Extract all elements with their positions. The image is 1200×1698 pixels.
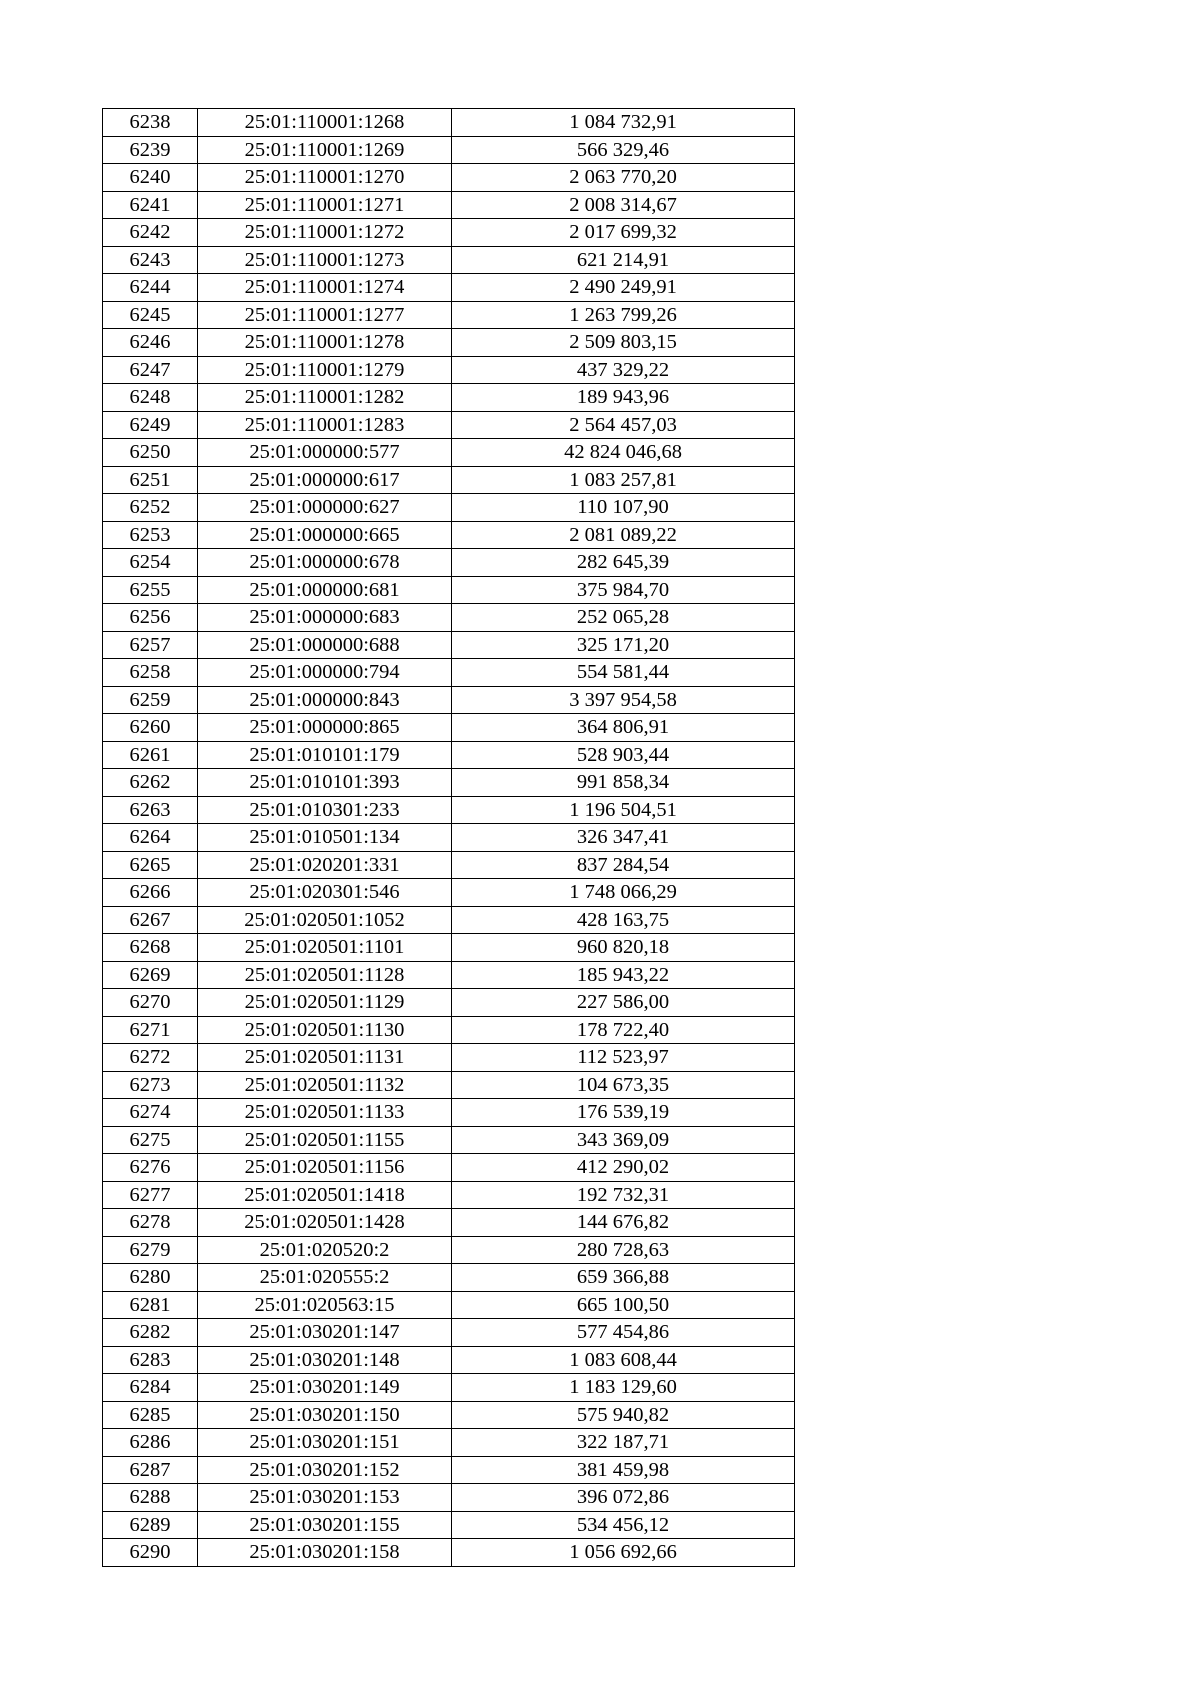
cadastral-number-cell: 25:01:000000:665 <box>198 521 452 549</box>
table-row <box>103 686 795 714</box>
cadastral-number-cell: 25:01:030201:147 <box>198 1319 452 1347</box>
row-number-cell: 6257 <box>103 631 198 659</box>
table-row <box>103 521 795 549</box>
row-number-cell: 6255 <box>103 576 198 604</box>
cadastral-value-cell: 192 732,31 <box>452 1181 795 1209</box>
cadastral-value-cell: 1 083 257,81 <box>452 466 795 494</box>
row-number-cell: 6253 <box>103 521 198 549</box>
cadastral-number-cell: 25:01:030201:153 <box>198 1484 452 1512</box>
row-number-cell: 6276 <box>103 1154 198 1182</box>
table-row <box>103 384 795 412</box>
cadastral-value-cell: 396 072,86 <box>452 1484 795 1512</box>
cadastral-number-cell: 25:01:110001:1274 <box>198 274 452 302</box>
cadastral-value-cell: 2 008 314,67 <box>452 191 795 219</box>
cadastral-number-cell: 25:01:030201:152 <box>198 1456 452 1484</box>
cadastral-number-cell: 25:01:020520:2 <box>198 1236 452 1264</box>
table-row <box>103 494 795 522</box>
table-row <box>103 411 795 439</box>
cadastral-number-cell: 25:01:110001:1278 <box>198 329 452 357</box>
cadastral-value-cell: 1 263 799,26 <box>452 301 795 329</box>
cadastral-value-cell: 575 940,82 <box>452 1401 795 1429</box>
table-row <box>103 1099 795 1127</box>
cadastral-number-cell: 25:01:020501:1156 <box>198 1154 452 1182</box>
row-number-cell: 6265 <box>103 851 198 879</box>
table-row <box>103 1209 795 1237</box>
cadastral-number-cell: 25:01:020501:1130 <box>198 1016 452 1044</box>
cadastral-value-cell: 2 509 803,15 <box>452 329 795 357</box>
row-number-cell: 6240 <box>103 164 198 192</box>
cadastral-number-cell: 25:01:110001:1271 <box>198 191 452 219</box>
row-number-cell: 6281 <box>103 1291 198 1319</box>
table-row <box>103 934 795 962</box>
row-number-cell: 6270 <box>103 989 198 1017</box>
table-row <box>103 164 795 192</box>
row-number-cell: 6289 <box>103 1511 198 1539</box>
cadastral-value-cell: 2 081 089,22 <box>452 521 795 549</box>
cadastral-value-cell: 1 084 732,91 <box>452 109 795 137</box>
row-number-cell: 6256 <box>103 604 198 632</box>
row-number-cell: 6264 <box>103 824 198 852</box>
cadastral-number-cell: 25:01:020201:331 <box>198 851 452 879</box>
row-number-cell: 6280 <box>103 1264 198 1292</box>
cadastral-value-cell: 566 329,46 <box>452 136 795 164</box>
cadastral-value-cell: 185 943,22 <box>452 961 795 989</box>
cadastral-number-cell: 25:01:110001:1279 <box>198 356 452 384</box>
cadastral-number-cell: 25:01:000000:627 <box>198 494 452 522</box>
cadastral-number-cell: 25:01:020501:1128 <box>198 961 452 989</box>
cadastral-number-cell: 25:01:000000:683 <box>198 604 452 632</box>
cadastral-value-cell: 381 459,98 <box>452 1456 795 1484</box>
cadastral-number-cell: 25:01:030201:158 <box>198 1539 452 1567</box>
cadastral-value-cell: 322 187,71 <box>452 1429 795 1457</box>
cadastral-number-cell: 25:01:020501:1052 <box>198 906 452 934</box>
cadastral-number-cell: 25:01:010301:233 <box>198 796 452 824</box>
cadastral-value-cell: 280 728,63 <box>452 1236 795 1264</box>
cadastral-number-cell: 25:01:000000:678 <box>198 549 452 577</box>
row-number-cell: 6288 <box>103 1484 198 1512</box>
cadastral-number-cell: 25:01:110001:1282 <box>198 384 452 412</box>
table-body <box>103 109 795 1567</box>
row-number-cell: 6275 <box>103 1126 198 1154</box>
cadastral-value-cell: 282 645,39 <box>452 549 795 577</box>
table-row <box>103 1319 795 1347</box>
cadastral-number-cell: 25:01:110001:1277 <box>198 301 452 329</box>
table-row <box>103 1016 795 1044</box>
cadastral-number-cell: 25:01:000000:577 <box>198 439 452 467</box>
cadastral-value-table <box>102 108 795 1567</box>
table-row <box>103 1071 795 1099</box>
row-number-cell: 6269 <box>103 961 198 989</box>
cadastral-value-cell: 104 673,35 <box>452 1071 795 1099</box>
cadastral-number-cell: 25:01:020301:546 <box>198 879 452 907</box>
row-number-cell: 6282 <box>103 1319 198 1347</box>
table-row <box>103 1401 795 1429</box>
table-row <box>103 604 795 632</box>
row-number-cell: 6283 <box>103 1346 198 1374</box>
row-number-cell: 6248 <box>103 384 198 412</box>
cadastral-number-cell: 25:01:110001:1272 <box>198 219 452 247</box>
cadastral-value-cell: 621 214,91 <box>452 246 795 274</box>
table-row <box>103 796 795 824</box>
cadastral-number-cell: 25:01:000000:794 <box>198 659 452 687</box>
cadastral-number-cell: 25:01:020563:15 <box>198 1291 452 1319</box>
cadastral-value-cell: 1 056 692,66 <box>452 1539 795 1567</box>
row-number-cell: 6277 <box>103 1181 198 1209</box>
cadastral-value-cell: 326 347,41 <box>452 824 795 852</box>
cadastral-value-cell: 1 183 129,60 <box>452 1374 795 1402</box>
cadastral-value-cell: 112 523,97 <box>452 1044 795 1072</box>
row-number-cell: 6290 <box>103 1539 198 1567</box>
table-row <box>103 1044 795 1072</box>
cadastral-value-cell: 178 722,40 <box>452 1016 795 1044</box>
table-row <box>103 659 795 687</box>
row-number-cell: 6245 <box>103 301 198 329</box>
cadastral-value-cell: 437 329,22 <box>452 356 795 384</box>
cadastral-number-cell: 25:01:000000:617 <box>198 466 452 494</box>
cadastral-number-cell: 25:01:020501:1133 <box>198 1099 452 1127</box>
cadastral-number-cell: 25:01:020501:1132 <box>198 1071 452 1099</box>
table-row <box>103 879 795 907</box>
cadastral-number-cell: 25:01:000000:843 <box>198 686 452 714</box>
table-row <box>103 1126 795 1154</box>
table-row <box>103 1539 795 1567</box>
cadastral-number-cell: 25:01:110001:1273 <box>198 246 452 274</box>
cadastral-value-cell: 3 397 954,58 <box>452 686 795 714</box>
table-row <box>103 466 795 494</box>
row-number-cell: 6268 <box>103 934 198 962</box>
cadastral-value-cell: 428 163,75 <box>452 906 795 934</box>
row-number-cell: 6287 <box>103 1456 198 1484</box>
table-row <box>103 576 795 604</box>
table-row <box>103 191 795 219</box>
row-number-cell: 6254 <box>103 549 198 577</box>
row-number-cell: 6263 <box>103 796 198 824</box>
cadastral-number-cell: 25:01:030201:148 <box>198 1346 452 1374</box>
cadastral-value-cell: 343 369,09 <box>452 1126 795 1154</box>
cadastral-number-cell: 25:01:020501:1131 <box>198 1044 452 1072</box>
row-number-cell: 6274 <box>103 1099 198 1127</box>
cadastral-value-cell: 665 100,50 <box>452 1291 795 1319</box>
row-number-cell: 6241 <box>103 191 198 219</box>
row-number-cell: 6251 <box>103 466 198 494</box>
cadastral-number-cell: 25:01:010501:134 <box>198 824 452 852</box>
cadastral-number-cell: 25:01:020501:1155 <box>198 1126 452 1154</box>
table-row <box>103 1374 795 1402</box>
cadastral-value-cell: 110 107,90 <box>452 494 795 522</box>
row-number-cell: 6247 <box>103 356 198 384</box>
row-number-cell: 6259 <box>103 686 198 714</box>
cadastral-value-cell: 375 984,70 <box>452 576 795 604</box>
table-row <box>103 439 795 467</box>
row-number-cell: 6273 <box>103 1071 198 1099</box>
cadastral-number-cell: 25:01:010101:393 <box>198 769 452 797</box>
cadastral-number-cell: 25:01:030201:149 <box>198 1374 452 1402</box>
table-row <box>103 1154 795 1182</box>
table-row <box>103 329 795 357</box>
cadastral-value-cell: 659 366,88 <box>452 1264 795 1292</box>
cadastral-value-cell: 960 820,18 <box>452 934 795 962</box>
table-row <box>103 824 795 852</box>
table-row <box>103 1484 795 1512</box>
table-row <box>103 1511 795 1539</box>
cadastral-value-cell: 325 171,20 <box>452 631 795 659</box>
cadastral-value-cell: 1 748 066,29 <box>452 879 795 907</box>
cadastral-value-cell: 2 063 770,20 <box>452 164 795 192</box>
row-number-cell: 6239 <box>103 136 198 164</box>
table-row <box>103 961 795 989</box>
table-row <box>103 274 795 302</box>
row-number-cell: 6244 <box>103 274 198 302</box>
cadastral-value-cell: 2 017 699,32 <box>452 219 795 247</box>
row-number-cell: 6242 <box>103 219 198 247</box>
table-row <box>103 1181 795 1209</box>
row-number-cell: 6271 <box>103 1016 198 1044</box>
cadastral-number-cell: 25:01:000000:865 <box>198 714 452 742</box>
cadastral-value-cell: 252 065,28 <box>452 604 795 632</box>
cadastral-number-cell: 25:01:030201:151 <box>198 1429 452 1457</box>
cadastral-value-cell: 42 824 046,68 <box>452 439 795 467</box>
cadastral-value-cell: 554 581,44 <box>452 659 795 687</box>
table-row <box>103 1236 795 1264</box>
cadastral-number-cell: 25:01:030201:150 <box>198 1401 452 1429</box>
cadastral-value-cell: 577 454,86 <box>452 1319 795 1347</box>
table-row <box>103 989 795 1017</box>
cadastral-number-cell: 25:01:000000:681 <box>198 576 452 604</box>
table-row <box>103 906 795 934</box>
cadastral-number-cell: 25:01:110001:1269 <box>198 136 452 164</box>
cadastral-value-cell: 1 083 608,44 <box>452 1346 795 1374</box>
table-row <box>103 356 795 384</box>
table-row <box>103 1346 795 1374</box>
row-number-cell: 6262 <box>103 769 198 797</box>
table-row <box>103 1429 795 1457</box>
table-row <box>103 1456 795 1484</box>
cadastral-number-cell: 25:01:020501:1101 <box>198 934 452 962</box>
row-number-cell: 6286 <box>103 1429 198 1457</box>
cadastral-number-cell: 25:01:020501:1418 <box>198 1181 452 1209</box>
cadastral-value-cell: 2 490 249,91 <box>452 274 795 302</box>
table-row <box>103 851 795 879</box>
row-number-cell: 6267 <box>103 906 198 934</box>
row-number-cell: 6261 <box>103 741 198 769</box>
cadastral-number-cell: 25:01:030201:155 <box>198 1511 452 1539</box>
cadastral-value-cell: 227 586,00 <box>452 989 795 1017</box>
cadastral-value-cell: 991 858,34 <box>452 769 795 797</box>
cadastral-value-cell: 364 806,91 <box>452 714 795 742</box>
row-number-cell: 6278 <box>103 1209 198 1237</box>
cadastral-value-cell: 2 564 457,03 <box>452 411 795 439</box>
cadastral-number-cell: 25:01:110001:1283 <box>198 411 452 439</box>
row-number-cell: 6246 <box>103 329 198 357</box>
table-row <box>103 741 795 769</box>
table-row <box>103 136 795 164</box>
cadastral-number-cell: 25:01:000000:688 <box>198 631 452 659</box>
table-row <box>103 769 795 797</box>
cadastral-value-cell: 176 539,19 <box>452 1099 795 1127</box>
row-number-cell: 6249 <box>103 411 198 439</box>
row-number-cell: 6279 <box>103 1236 198 1264</box>
table-row <box>103 301 795 329</box>
row-number-cell: 6260 <box>103 714 198 742</box>
cadastral-value-cell: 528 903,44 <box>452 741 795 769</box>
row-number-cell: 6266 <box>103 879 198 907</box>
row-number-cell: 6238 <box>103 109 198 137</box>
cadastral-value-cell: 144 676,82 <box>452 1209 795 1237</box>
row-number-cell: 6243 <box>103 246 198 274</box>
table-row <box>103 1291 795 1319</box>
cadastral-number-cell: 25:01:020555:2 <box>198 1264 452 1292</box>
cadastral-value-cell: 534 456,12 <box>452 1511 795 1539</box>
cadastral-value-cell: 412 290,02 <box>452 1154 795 1182</box>
cadastral-value-cell: 1 196 504,51 <box>452 796 795 824</box>
row-number-cell: 6252 <box>103 494 198 522</box>
cadastral-number-cell: 25:01:020501:1428 <box>198 1209 452 1237</box>
cadastral-value-cell: 837 284,54 <box>452 851 795 879</box>
table-row <box>103 109 795 137</box>
cadastral-number-cell: 25:01:020501:1129 <box>198 989 452 1017</box>
table-row <box>103 549 795 577</box>
cadastral-number-cell: 25:01:110001:1268 <box>198 109 452 137</box>
table-row <box>103 219 795 247</box>
table-row <box>103 1264 795 1292</box>
row-number-cell: 6284 <box>103 1374 198 1402</box>
cadastral-number-cell: 25:01:110001:1270 <box>198 164 452 192</box>
row-number-cell: 6272 <box>103 1044 198 1072</box>
table-row <box>103 714 795 742</box>
cadastral-value-cell: 189 943,96 <box>452 384 795 412</box>
row-number-cell: 6258 <box>103 659 198 687</box>
table-row <box>103 631 795 659</box>
row-number-cell: 6285 <box>103 1401 198 1429</box>
row-number-cell: 6250 <box>103 439 198 467</box>
table-row <box>103 246 795 274</box>
cadastral-number-cell: 25:01:010101:179 <box>198 741 452 769</box>
